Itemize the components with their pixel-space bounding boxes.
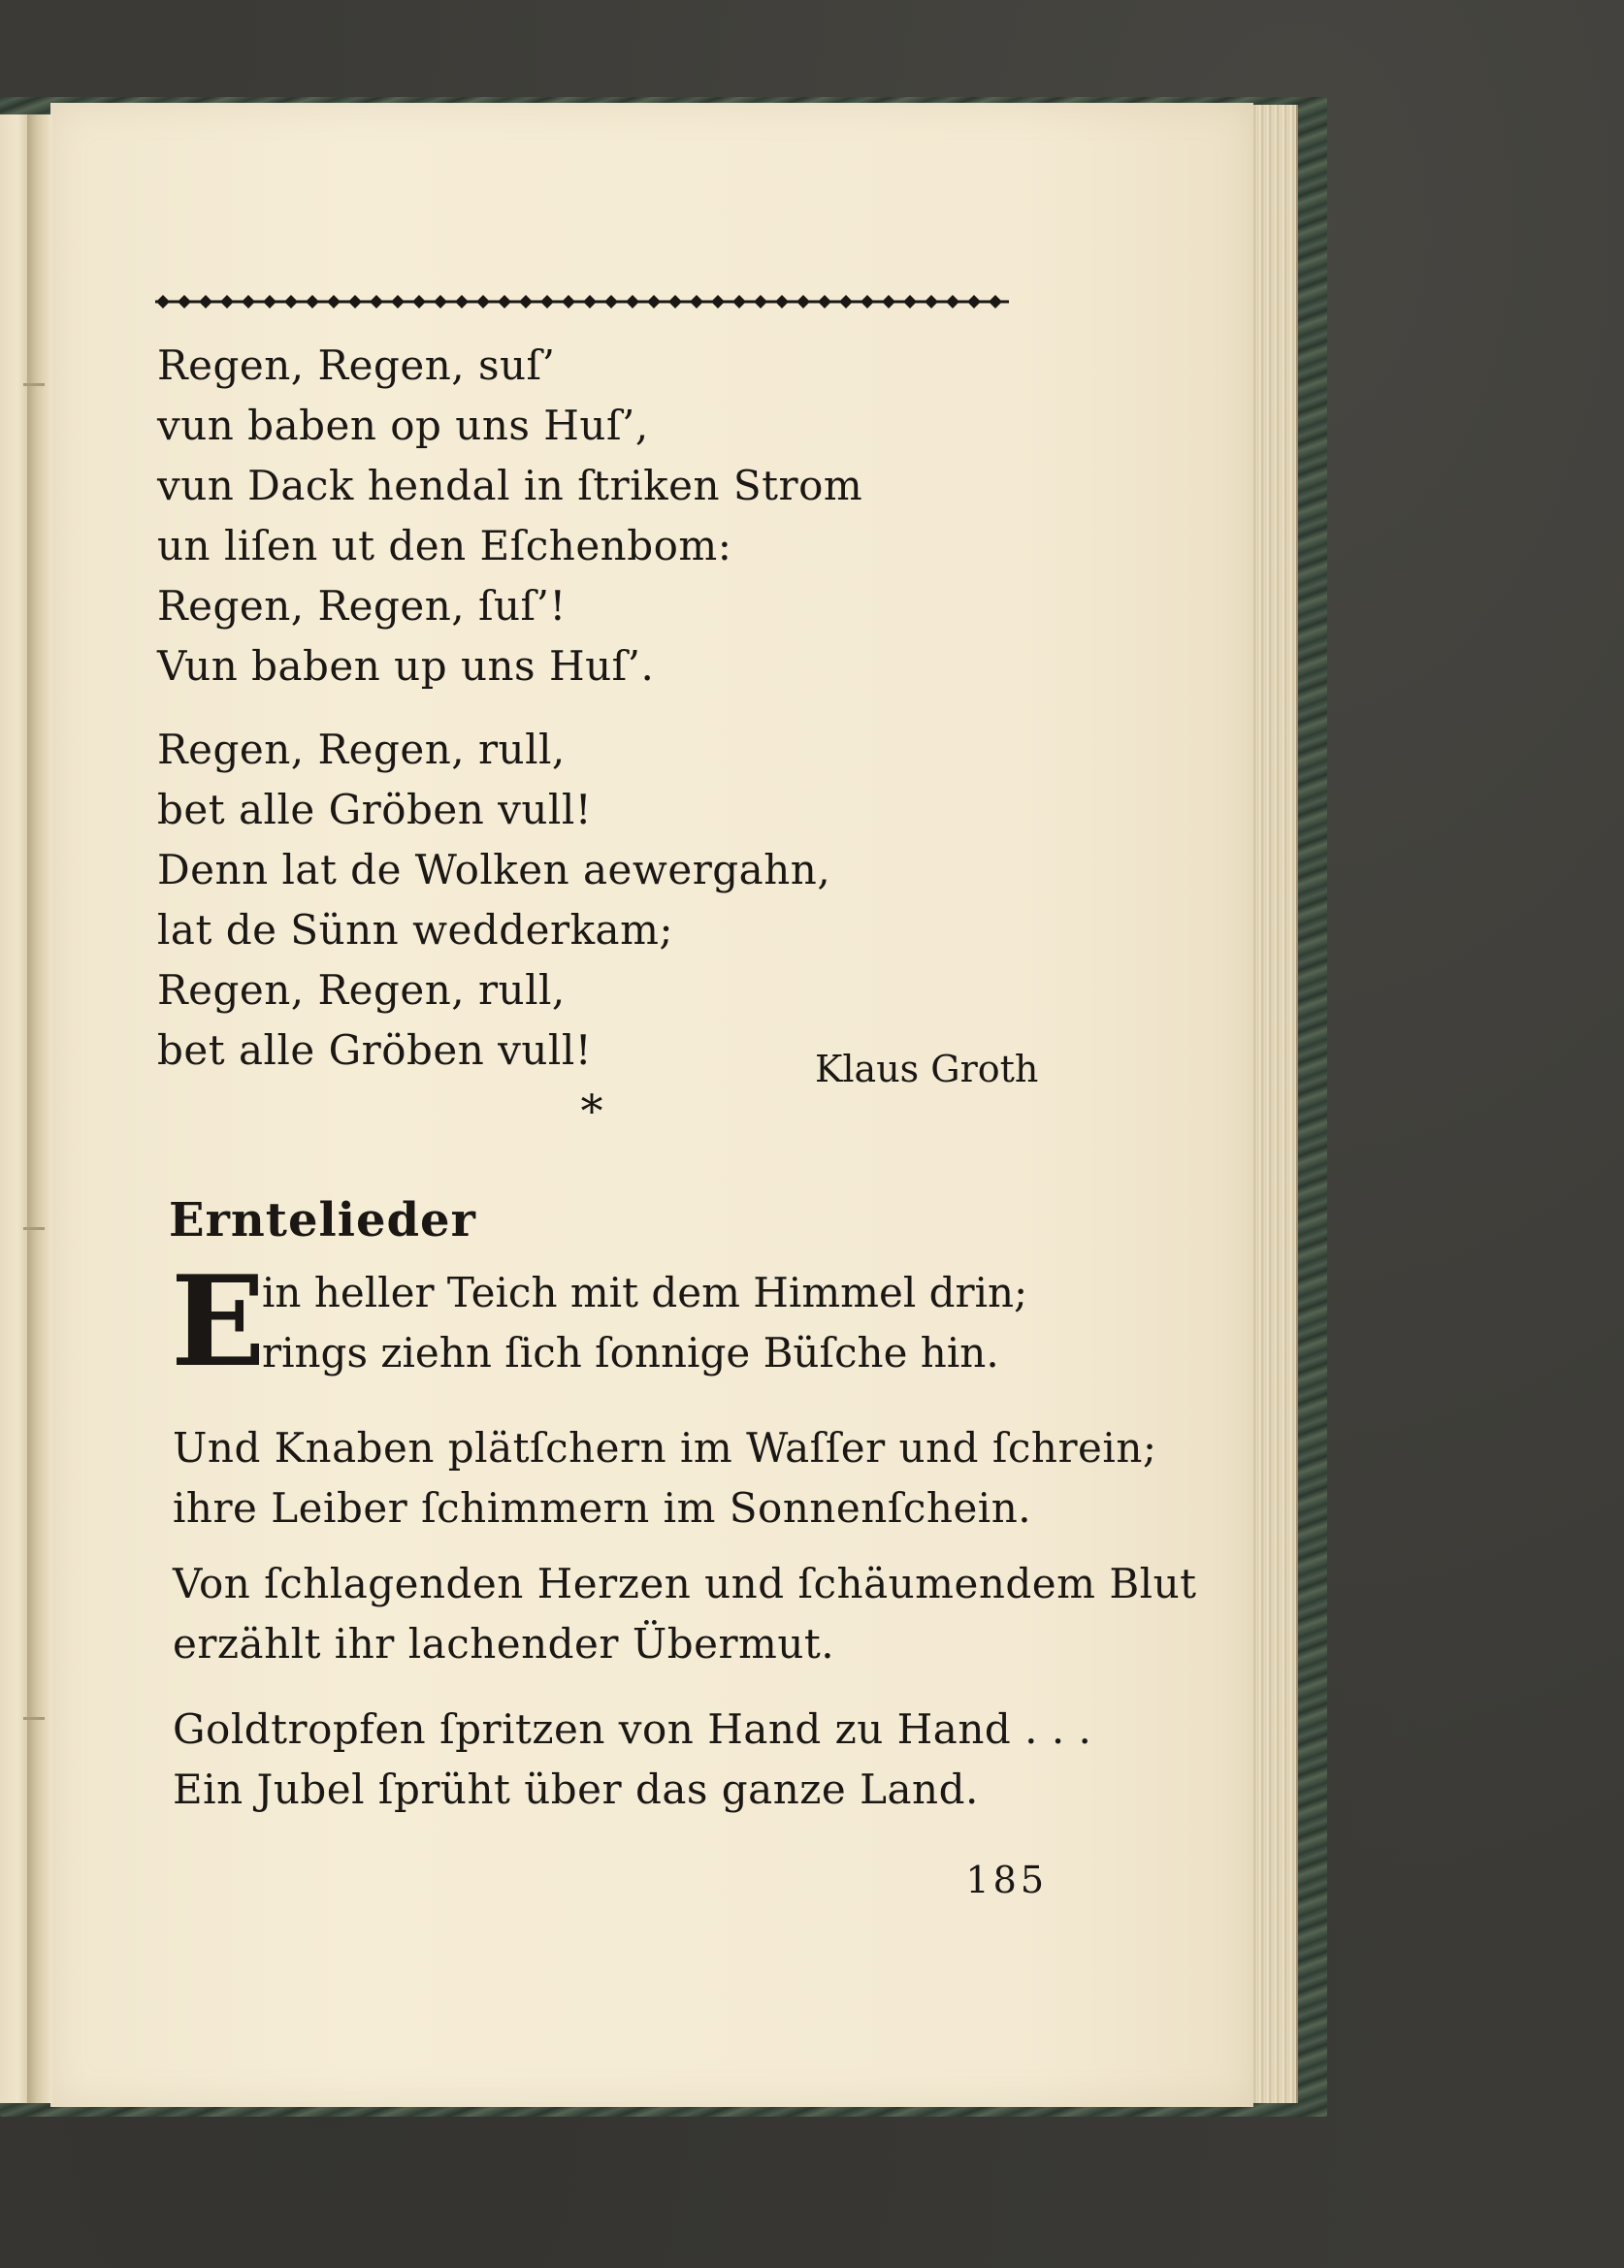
drop-cap: E <box>171 1249 266 1395</box>
ornament-diamond <box>583 295 597 308</box>
verse-line: Regen, Regen, suſ’ <box>157 341 556 389</box>
ornament-diamond <box>455 295 469 308</box>
ornament-diamond <box>989 295 1002 308</box>
verse-line: Vun baben up uns Huſ’. <box>157 642 655 690</box>
ornament-diamond <box>519 295 533 308</box>
poem-author: Klaus Groth <box>815 1048 1039 1090</box>
ornament-diamond <box>434 295 447 308</box>
verse-line: bet alle Gröben vull! <box>157 786 593 833</box>
ornament-diamond <box>178 295 191 308</box>
verse-line: Und Knaben plätſchern im Waſſer und ſchrein; <box>173 1424 1157 1472</box>
verse-line: Ein Jubel ſprüht über das ganze Land. <box>173 1766 979 1813</box>
poem-stanza-2 <box>157 720 830 1081</box>
ornament-diamond <box>306 295 319 308</box>
verse-line: Denn lat de Wolken aewergahn, <box>157 846 831 893</box>
ornament-diamond <box>498 295 511 308</box>
ornament-rule <box>155 287 1009 316</box>
verse-line: Regen, Regen, rull, <box>157 966 566 1014</box>
ornament-diamond <box>818 295 831 308</box>
ornament-diamond <box>370 295 383 308</box>
verse-line: erzählt ihr lachender Übermut. <box>173 1620 835 1668</box>
ornament-diamond <box>348 295 362 308</box>
ornament-diamond <box>220 295 234 308</box>
ornament-diamond <box>263 295 276 308</box>
verse-line: un liſen ut den Eſchenbom: <box>157 522 732 569</box>
page-number: 185 <box>965 1859 1048 1901</box>
poem-stanza-b <box>173 1418 1157 1539</box>
ornament-diamond <box>732 295 746 308</box>
verse-line: ihre Leiber ſchimmern im Sonnenſchein. <box>173 1484 1032 1532</box>
ornament-diamond <box>796 295 810 308</box>
ornament-diamond <box>861 295 874 308</box>
ornament-diamond <box>476 295 490 308</box>
verse-line: Von ſchlagenden Herzen und ſchäumendem Blut <box>173 1560 1197 1607</box>
verse-line: lat de Sünn wedderkam; <box>157 906 674 954</box>
ornament-diamond <box>412 295 426 308</box>
ornament-diamond <box>690 295 703 308</box>
ornament-diamond <box>626 295 639 308</box>
binding-stitch <box>23 1227 45 1230</box>
verse-line: bet alle Gröben vull! <box>157 1026 593 1074</box>
ornament-diamond <box>562 295 575 308</box>
poem-stanza-d <box>173 1700 1091 1820</box>
ornament-diamond <box>540 295 554 308</box>
ornament-diamond <box>156 295 170 308</box>
verse-line: vun baben op uns Huſ’, <box>157 402 649 449</box>
verse-line: vun Dack hendal in ſtriken Strom <box>157 462 863 509</box>
poem-stanza-a <box>262 1263 1027 1383</box>
ornament-diamond <box>604 295 618 308</box>
section-separator: * <box>580 1085 603 1137</box>
book-gutter <box>27 114 52 2103</box>
left-page-edge <box>0 114 29 2103</box>
verse-line: rings ziehn ſich ſonnige Büſche hin. <box>262 1329 999 1377</box>
ornament-diamond <box>647 295 661 308</box>
ornament-diamond <box>199 295 212 308</box>
binding-stitch <box>23 1717 45 1720</box>
verse-line: Regen, Regen, rull, <box>157 726 566 773</box>
poem-stanza-c <box>173 1554 1197 1674</box>
ornament-diamond <box>775 295 789 308</box>
ornament-diamond <box>327 295 341 308</box>
ornament-diamond <box>882 295 895 308</box>
ornament-diamond <box>903 295 917 308</box>
verse-line: in heller Teich mit dem Himmel drin; <box>262 1269 1028 1316</box>
poem-title: Erntelieder <box>169 1193 476 1247</box>
binding-stitch <box>23 383 45 386</box>
ornament-diamond <box>242 295 255 308</box>
ornament-diamond <box>391 295 405 308</box>
ornament-diamond <box>754 295 767 308</box>
poem-stanza-1 <box>157 336 862 697</box>
ornament-diamond <box>284 295 298 308</box>
page-block-edges <box>1250 105 1298 2103</box>
ornament-diamond <box>946 295 959 308</box>
ornament-diamond <box>967 295 981 308</box>
ornament-diamond <box>711 295 725 308</box>
ornament-diamond <box>668 295 682 308</box>
verse-line: Goldtropfen ſpritzen von Hand zu Hand . . . <box>173 1705 1092 1753</box>
verse-line: Regen, Regen, ſuſ’! <box>157 582 567 630</box>
ornament-diamond <box>925 295 938 308</box>
ornament-diamond <box>839 295 853 308</box>
